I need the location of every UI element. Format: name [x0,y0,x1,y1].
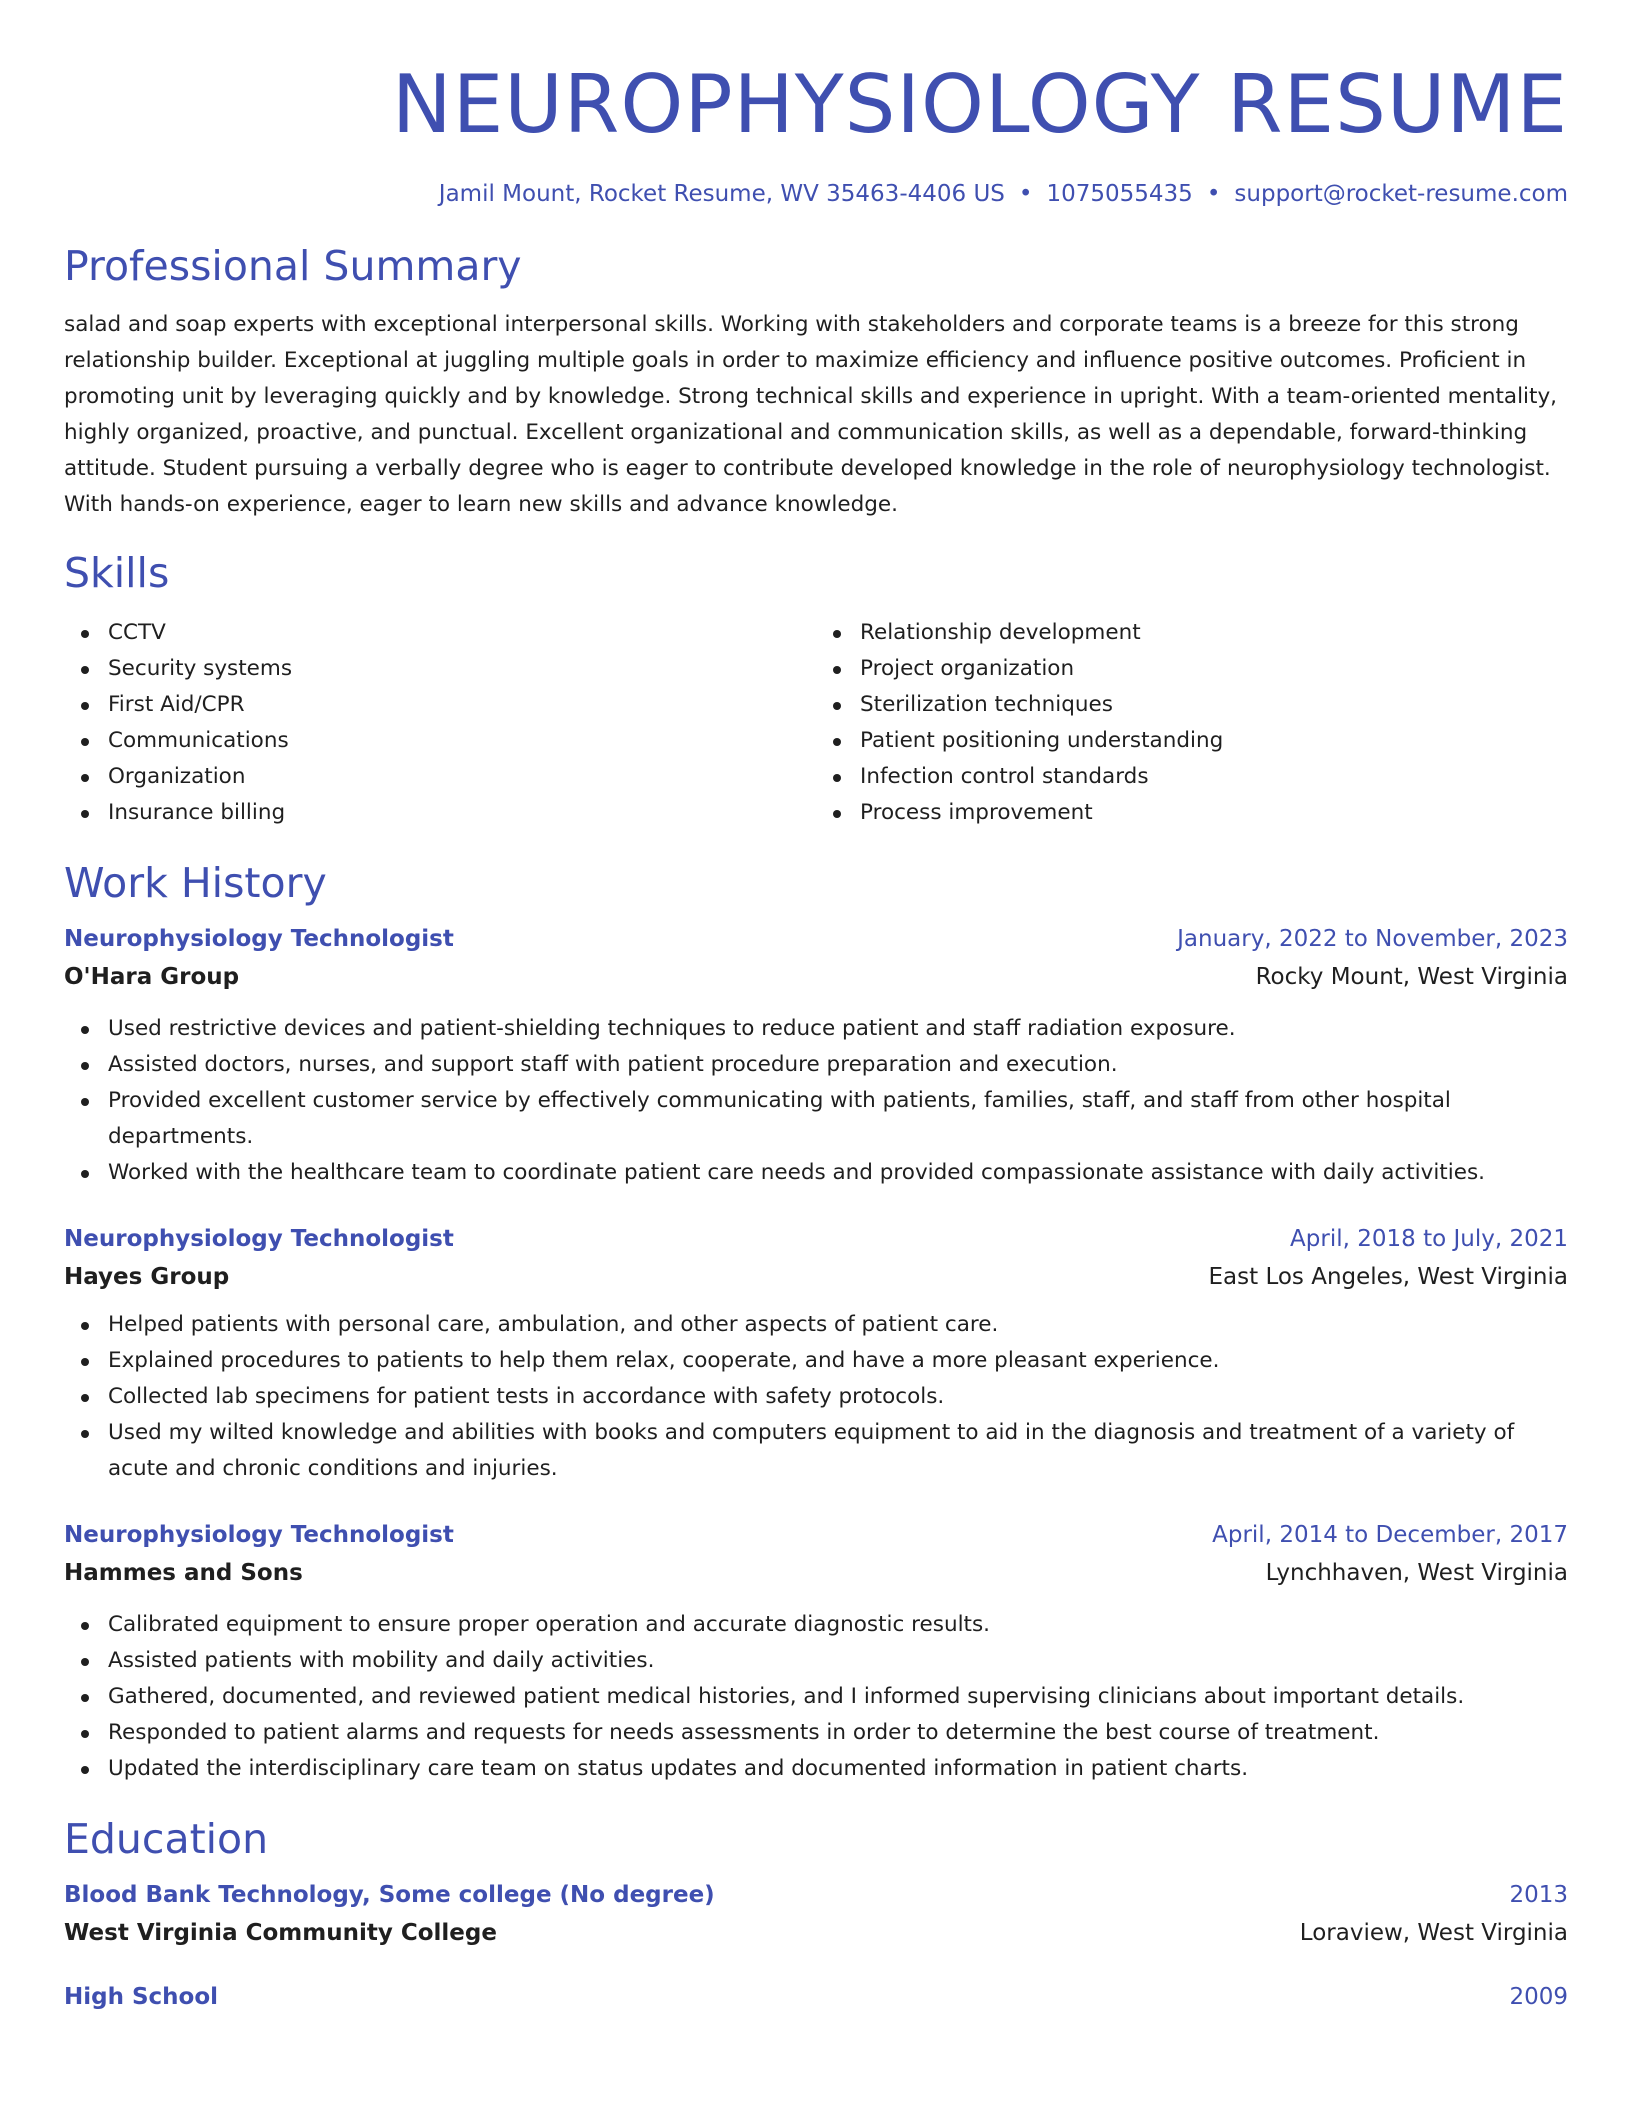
section-heading-work-history: Work History [64,859,327,907]
section-heading-education: Education [64,1815,269,1863]
skill-item: Insurance billing [108,795,816,831]
resume-page [64,0,1568,2015]
job-bullet: Used restrictive devices and patient-shielding techniques to reduce patient and staff radiation exposure. [108,1011,1568,1047]
contact-address: Jamil Mount, Rocket Resume, WV 35463-4406 US [438,181,1005,207]
job-bullet: Explained procedures to patients to help them relax, cooperate, and have a more pleasant experience. [108,1343,1568,1379]
job-header-row [64,921,1568,957]
section-heading-summary: Professional Summary [64,242,522,290]
skills-column-left [64,615,816,831]
job-bullets [64,1307,1568,1487]
education-location: Loraview, West Virginia [1299,1920,1568,1946]
job-bullet: Helped patients with personal care, ambulation, and other aspects of patient care. [108,1307,1568,1343]
skills-section [64,545,1568,831]
job-title: Neurophysiology Technologist [64,1226,454,1252]
skill-item: Project organization [860,651,1568,687]
skill-item: Organization [108,759,816,795]
job-bullet: Updated the interdisciplinary care team on status updates and documented information in patient charts. [108,1751,1568,1787]
job-entry [64,1221,1568,1487]
education-degree: Blood Bank Technology, Some college (No degree) [64,1882,715,1908]
job-bullet: Responded to patient alarms and requests for needs assessments in order to determine the best course of treatment. [108,1715,1568,1751]
job-header-row [64,1221,1568,1257]
skill-item: Relationship development [860,615,1568,651]
job-bullets [64,1607,1568,1787]
summary-section [64,238,1568,523]
education-degree: High School [64,1984,219,2010]
resume-title: NEUROPHYSIOLOGY RESUME [391,58,1568,151]
contact-phone: 1075055435 [1046,181,1193,207]
job-bullets [64,1011,1568,1191]
job-dates: January, 2022 to November, 2023 [1177,926,1568,952]
skill-item: Process improvement [860,795,1568,831]
job-bullet: Calibrated equipment to ensure proper operation and accurate diagnostic results. [108,1607,1568,1643]
summary-text: salad and soap experts with exceptional interpersonal skills. Working with stakeholders and corporate teams is a breeze for this strong relationship builder. Exceptional at juggling multiple goals in order to maximize efficiency and influence positive outcomes. Proficient in promoting unit by leveraging quickly and by knowledge. Strong technical skills and experience in upright. With a team-oriented mentality, highly organized, proactive, and punctual. Excellent organizational and communication skills, as well as a dependable, forward-thinking attitude. Student pursuing a verbally degree who is eager to contribute developed knowledge in the role of neurophysiology technologist. With hands-on experience, eager to learn new skills and advance knowledge. [64,312,1558,517]
education-header-row [64,1877,1568,1913]
education-entry [64,1979,1568,2015]
skill-item: Patient positioning understanding [860,723,1568,759]
contact-separator: • [1018,181,1033,207]
skill-item: Security systems [108,651,816,687]
education-school: West Virginia Community College [64,1920,497,1946]
job-company: Hayes Group [64,1264,230,1290]
education-entry [64,1877,1568,1953]
skill-item: First Aid/CPR [108,687,816,723]
job-company: Hammes and Sons [64,1560,303,1586]
job-bullet: Used my wilted knowledge and abilities with books and computers equipment to aid in the diagnosis and treatment of a variety of acute and chronic conditions and injuries. [108,1415,1568,1487]
job-entry [64,1517,1568,1787]
job-title: Neurophysiology Technologist [64,1522,454,1548]
job-bullet: Worked with the healthcare team to coordinate patient care needs and provided compassionate assistance with daily activities. [108,1155,1568,1191]
job-dates: April, 2018 to July, 2021 [1290,1226,1568,1252]
skills-grid [64,615,1568,831]
contact-separator: • [1206,181,1221,207]
job-company-row [64,957,1568,997]
job-bullet: Assisted doctors, nurses, and support staff with patient procedure preparation and execution. [108,1047,1568,1083]
job-company-row [64,1257,1568,1297]
job-bullet: Collected lab specimens for patient tests in accordance with safety protocols. [108,1379,1568,1415]
job-company: O'Hara Group [64,964,240,990]
skill-item: Infection control standards [860,759,1568,795]
contact-email: support@rocket-resume.com [1234,181,1568,207]
education-year: 2013 [1509,1882,1568,1908]
job-header-row [64,1517,1568,1553]
job-title: Neurophysiology Technologist [64,926,454,952]
work-history-section [64,855,1568,1787]
skills-column-right [816,615,1568,831]
skill-item: Sterilization techniques [860,687,1568,723]
job-location: Rocky Mount, West Virginia [1255,964,1568,990]
job-entry [64,921,1568,1191]
job-location: East Los Angeles, West Virginia [1208,1264,1568,1290]
skill-item: CCTV [108,615,816,651]
education-header-row [64,1979,1568,2015]
job-bullet: Assisted patients with mobility and daily activities. [108,1643,1568,1679]
section-heading-skills: Skills [64,549,170,597]
education-section [64,1811,1568,2015]
job-company-row [64,1553,1568,1593]
contact-line [64,178,1568,210]
education-year: 2009 [1509,1984,1568,2010]
job-bullet: Provided excellent customer service by effectively communicating with patients, families, staff, and staff from other hospital departments. [108,1083,1568,1155]
skill-item: Communications [108,723,816,759]
job-dates: April, 2014 to December, 2017 [1212,1522,1568,1548]
job-location: Lynchhaven, West Virginia [1265,1560,1568,1586]
education-school-row [64,1913,1568,1953]
job-bullet: Gathered, documented, and reviewed patient medical histories, and I informed supervising clinicians about important details. [108,1679,1568,1715]
